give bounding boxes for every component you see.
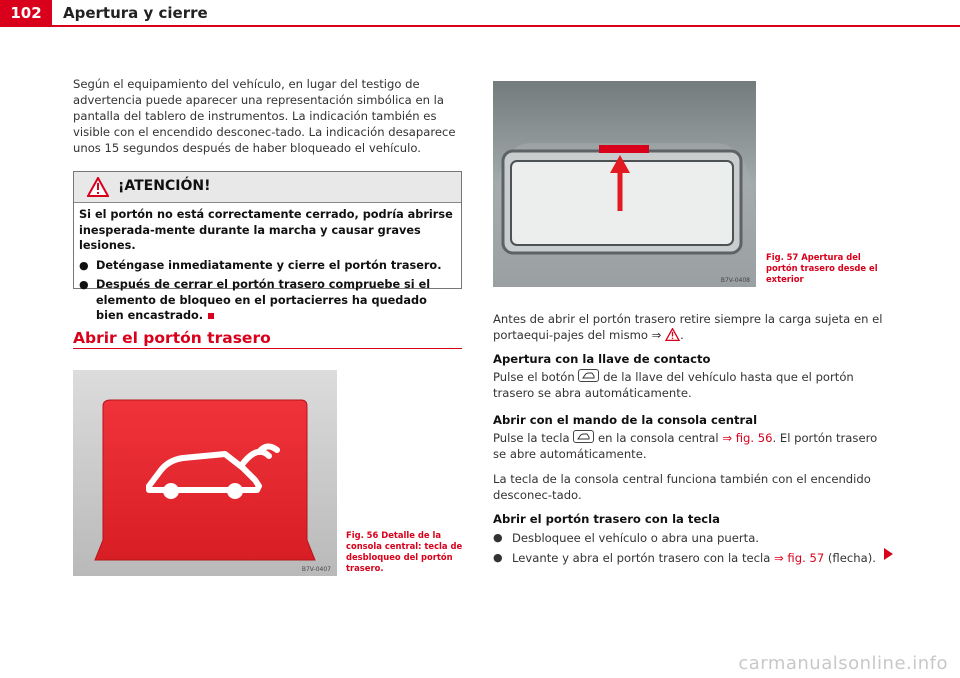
fig56-reference-link[interactable]: ⇒ fig. 56 <box>722 431 773 445</box>
warning-body <box>74 203 461 324</box>
list-item <box>493 550 885 566</box>
subheading-console: Abrir con el mando de la consola central <box>493 413 758 427</box>
list-item-text <box>512 550 876 566</box>
tailgate-button-illustration <box>73 370 337 576</box>
bullet-icon: ● <box>493 531 503 544</box>
bullet-icon: ● <box>79 258 89 272</box>
fig57-reference-link[interactable]: ⇒ fig. 57 <box>774 551 825 565</box>
warning-bullet <box>79 258 456 274</box>
section-title: Apertura y cierre <box>63 4 208 22</box>
list-item-text-part: (flecha). <box>827 551 876 565</box>
paragraph-text: en la consola central <box>597 431 719 445</box>
list-item-text: Desbloquee el vehículo o abra una puerta. <box>512 531 759 545</box>
warning-bullet-text-inner: Después de cerrar el portón trasero compruebe si el elemento de bloqueo en el portacierres ha quedado bien encastrado. <box>96 278 431 322</box>
section-heading: Abrir el portón trasero <box>73 329 271 347</box>
warning-triangle-icon <box>87 177 109 197</box>
warning-bullet-text <box>96 277 456 324</box>
wheel-icon <box>163 483 179 499</box>
list-item <box>493 530 885 546</box>
list-item-text-part: Levante y abra el portón trasero con la tecla <box>512 551 771 565</box>
release-handle-marker <box>599 145 649 153</box>
paragraph-text: Pulse el botón <box>493 370 575 384</box>
fig56-caption: Fig. 56 Detalle de la consola central: tecla de desbloqueo del portón trasero. <box>346 530 463 573</box>
bullet-icon: ● <box>79 278 89 291</box>
end-mark-icon <box>208 313 214 319</box>
subheading-tailgate-key: Abrir el portón trasero con la tecla <box>493 512 720 526</box>
paragraph-console <box>493 430 885 462</box>
tailgate-console-button-icon <box>573 430 594 443</box>
wheel-icon <box>227 483 243 499</box>
warning-box <box>73 171 462 322</box>
warning-header <box>74 172 461 203</box>
warning-text: Si el portón no está correctamente cerrado, podría abrirse inesperada-mente durante la marcha y causar graves lesiones. <box>79 208 453 252</box>
paragraph-remove-load <box>493 311 885 343</box>
page-number: 102 <box>0 0 52 27</box>
intro-paragraph: Según el equipamiento del vehículo, en lugar del testigo de advertencia puede aparecer una representación simbólica en la pantalla del tablero de instrumentos. La indicación también es visible con el encendido desconec-tado. La indicación desaparece unos 15 segundos después de haber bloqueado el vehículo. <box>73 77 456 155</box>
fig57-caption: Fig. 57 Apertura del portón trasero desde el exterior <box>766 252 878 284</box>
paragraph-text: . <box>680 328 684 342</box>
paragraph-text: Antes de abrir el portón trasero retire siempre la carga sujeta en el portaequi-pajes del mismo ⇒ <box>493 312 883 342</box>
paragraph-text: de la llave del vehículo hasta que el portón trasero se abra automáticamente. <box>493 370 854 400</box>
warning-title: ¡ATENCIÓN! <box>118 178 211 194</box>
bullet-icon: ● <box>493 551 503 564</box>
fig56-image <box>73 370 337 576</box>
header-rule <box>52 25 960 27</box>
paragraph-text: Pulse la tecla <box>493 431 570 445</box>
section-heading-rule <box>73 348 462 349</box>
fig56-code: B7V-0407 <box>301 566 331 573</box>
warning-bullet <box>79 277 456 324</box>
warning-reference-icon[interactable] <box>665 328 680 341</box>
paragraph-text: . El portón trasero se abre automáticamente. <box>493 431 878 461</box>
fig57-image <box>493 81 756 287</box>
subheading-key: Apertura con la llave de contacto <box>493 352 711 366</box>
watermark: carmanualsonline.info <box>738 653 948 674</box>
fig57-code: B7V-0408 <box>720 277 750 284</box>
warning-bullet-text: Deténgase inmediatamente y cierre el portón trasero. <box>96 258 442 272</box>
tailgate-exterior-illustration <box>493 81 756 287</box>
paragraph-ignition: La tecla de la consola central funciona también con el encendido desconec-tado. <box>493 472 871 502</box>
next-page-arrow-icon[interactable] <box>884 548 893 560</box>
tailgate-key-button-icon <box>578 369 599 382</box>
paragraph-key <box>493 369 885 401</box>
